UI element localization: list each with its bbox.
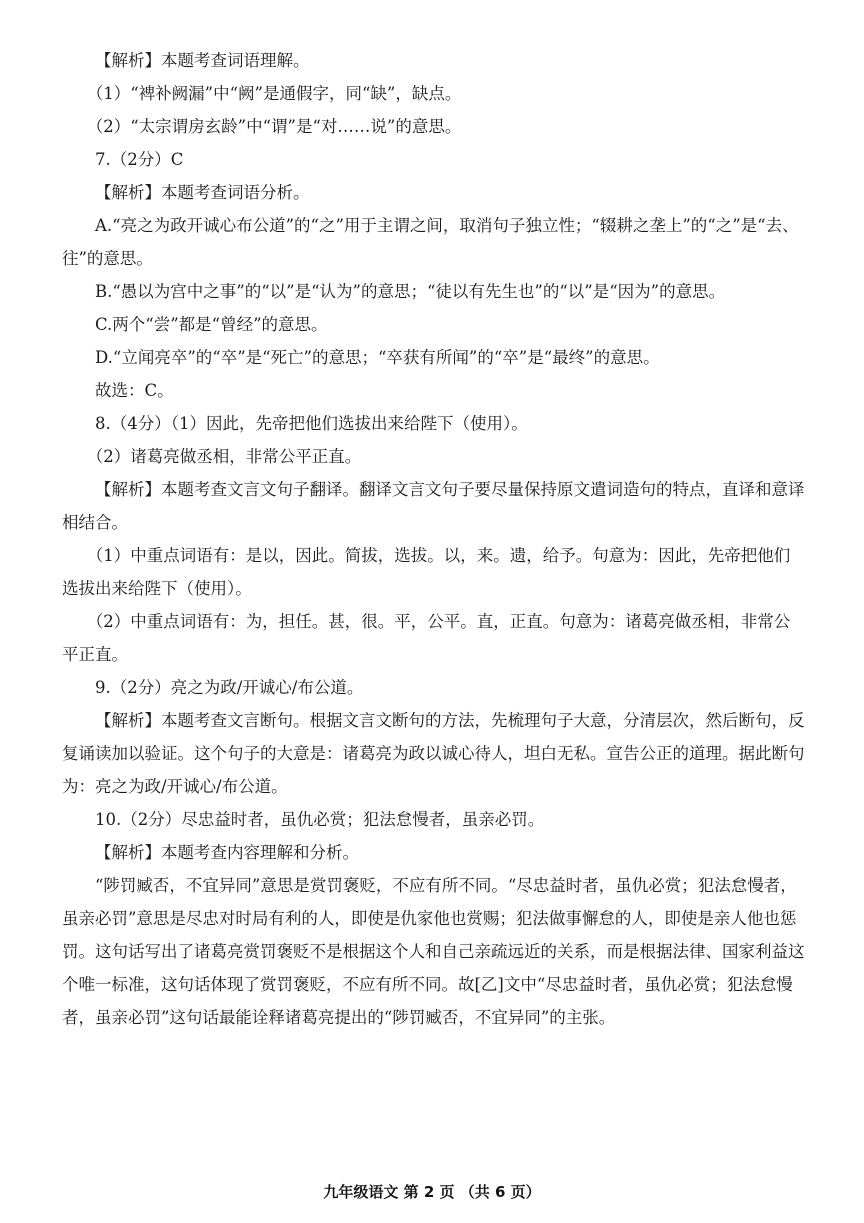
answer-6-1: （1）“裨补阙漏”中“阙”是通假字，同“缺”，缺点。 <box>86 84 462 103</box>
answer-content <box>62 44 806 1034</box>
question-8-answer-1: 8.（4分）（1）因此，先帝把他们选拔出来给陛下（使用）。 <box>95 414 528 433</box>
answer-6-2: （2）“太宗谓房玄龄”中“谓”是“对……说”的意思。 <box>86 117 462 136</box>
page-footer: 九年级语文 第 2 页 （共 6 页） <box>323 1183 541 1201</box>
analysis-7-option-d: D.“立闻亮卒”的“卒”是“死亡”的意思；“卒获有所闻”的“卒”是“最终”的意思。 <box>95 348 660 367</box>
analysis-10: 【解析】本题考查内容理解和分析。 <box>95 843 359 862</box>
analysis-7-choice: 故选：C。 <box>95 381 174 400</box>
analysis-8: 【解析】本题考查文言文句子翻译。翻译文言文句子要尽量保持原文遣词造句的特点，直译和意译相结合。 <box>62 480 805 532</box>
analysis-7-option-c: C.两个“尝”都是“曾经”的意思。 <box>95 315 328 334</box>
question-9-answer: 9.（2分）亮之为政/开诚心/布公道。 <box>95 678 364 697</box>
question-7-answer: 7.（2分）C <box>95 150 184 169</box>
analysis-8-2: （2）中重点词语有：为，担任。甚，很。平，公平。直，正直。句意为：诸葛亮做丞相，非常公平正直。 <box>62 612 791 664</box>
analysis-8-1: （1）中重点词语有：是以，因此。简拔，选拔。以，来。遗，给予。句意为：因此，先帝把他们选拔出来给陛下（使用）。 <box>62 546 791 598</box>
analysis-7-option-a: A.“亮之为政开诚心布公道”的“之”用于主谓之间，取消句子独立性；“辍耕之垄上”的“之”是“去、往”的意思。 <box>62 216 799 268</box>
analysis-10-detail: “陟罚臧否，不宜异同”意思是赏罚褒贬，不应有所不同。“尽忠益时者，虽仇必赏；犯法怠慢者，虽亲必罚”意思是尽忠对时局有利的人，即使是仇家他也赏赐；犯法做事懈怠的人，即使是亲人他也惩罚。这句话写出了诸葛亮赏罚褒贬不是根据这个人和自己亲疏远近的关系，而是根据法律、国家利益这个唯一标准，这句话体现了赏罚褒贬，不应有所不同。故[乙]文中“尽忠益时者，虽仇必赏；犯法怠慢者，虽亲必罚”这句话最能诠释诸葛亮提出的“陟罚臧否，不宜异同”的主张。 <box>62 876 805 1027</box>
analysis-9: 【解析】本题考查文言断句。根据文言文断句的方法，先梳理句子大意，分清层次，然后断句，反复诵读加以验证。这个句子的大意是：诸葛亮为政以诚心待人，坦白无私。宣告公正的道理。据此断句为：亮之为政/开诚心/布公道。 <box>62 711 805 796</box>
analysis-7: 【解析】本题考查词语分析。 <box>95 183 310 202</box>
analysis-7-option-b: B.“愚以为宫中之事”的“以”是“认为”的意思；“徒以有先生也”的“以”是“因为”的意思。 <box>95 282 726 301</box>
question-8-answer-2: （2）诸葛亮做丞相，非常公平正直。 <box>86 447 362 466</box>
analysis-6: 【解析】本题考查词语理解。 <box>95 51 310 70</box>
question-10-answer: 10.（2分）尽忠益时者，虽仇必赏；犯法怠慢者，虽亲必罚。 <box>95 810 545 829</box>
